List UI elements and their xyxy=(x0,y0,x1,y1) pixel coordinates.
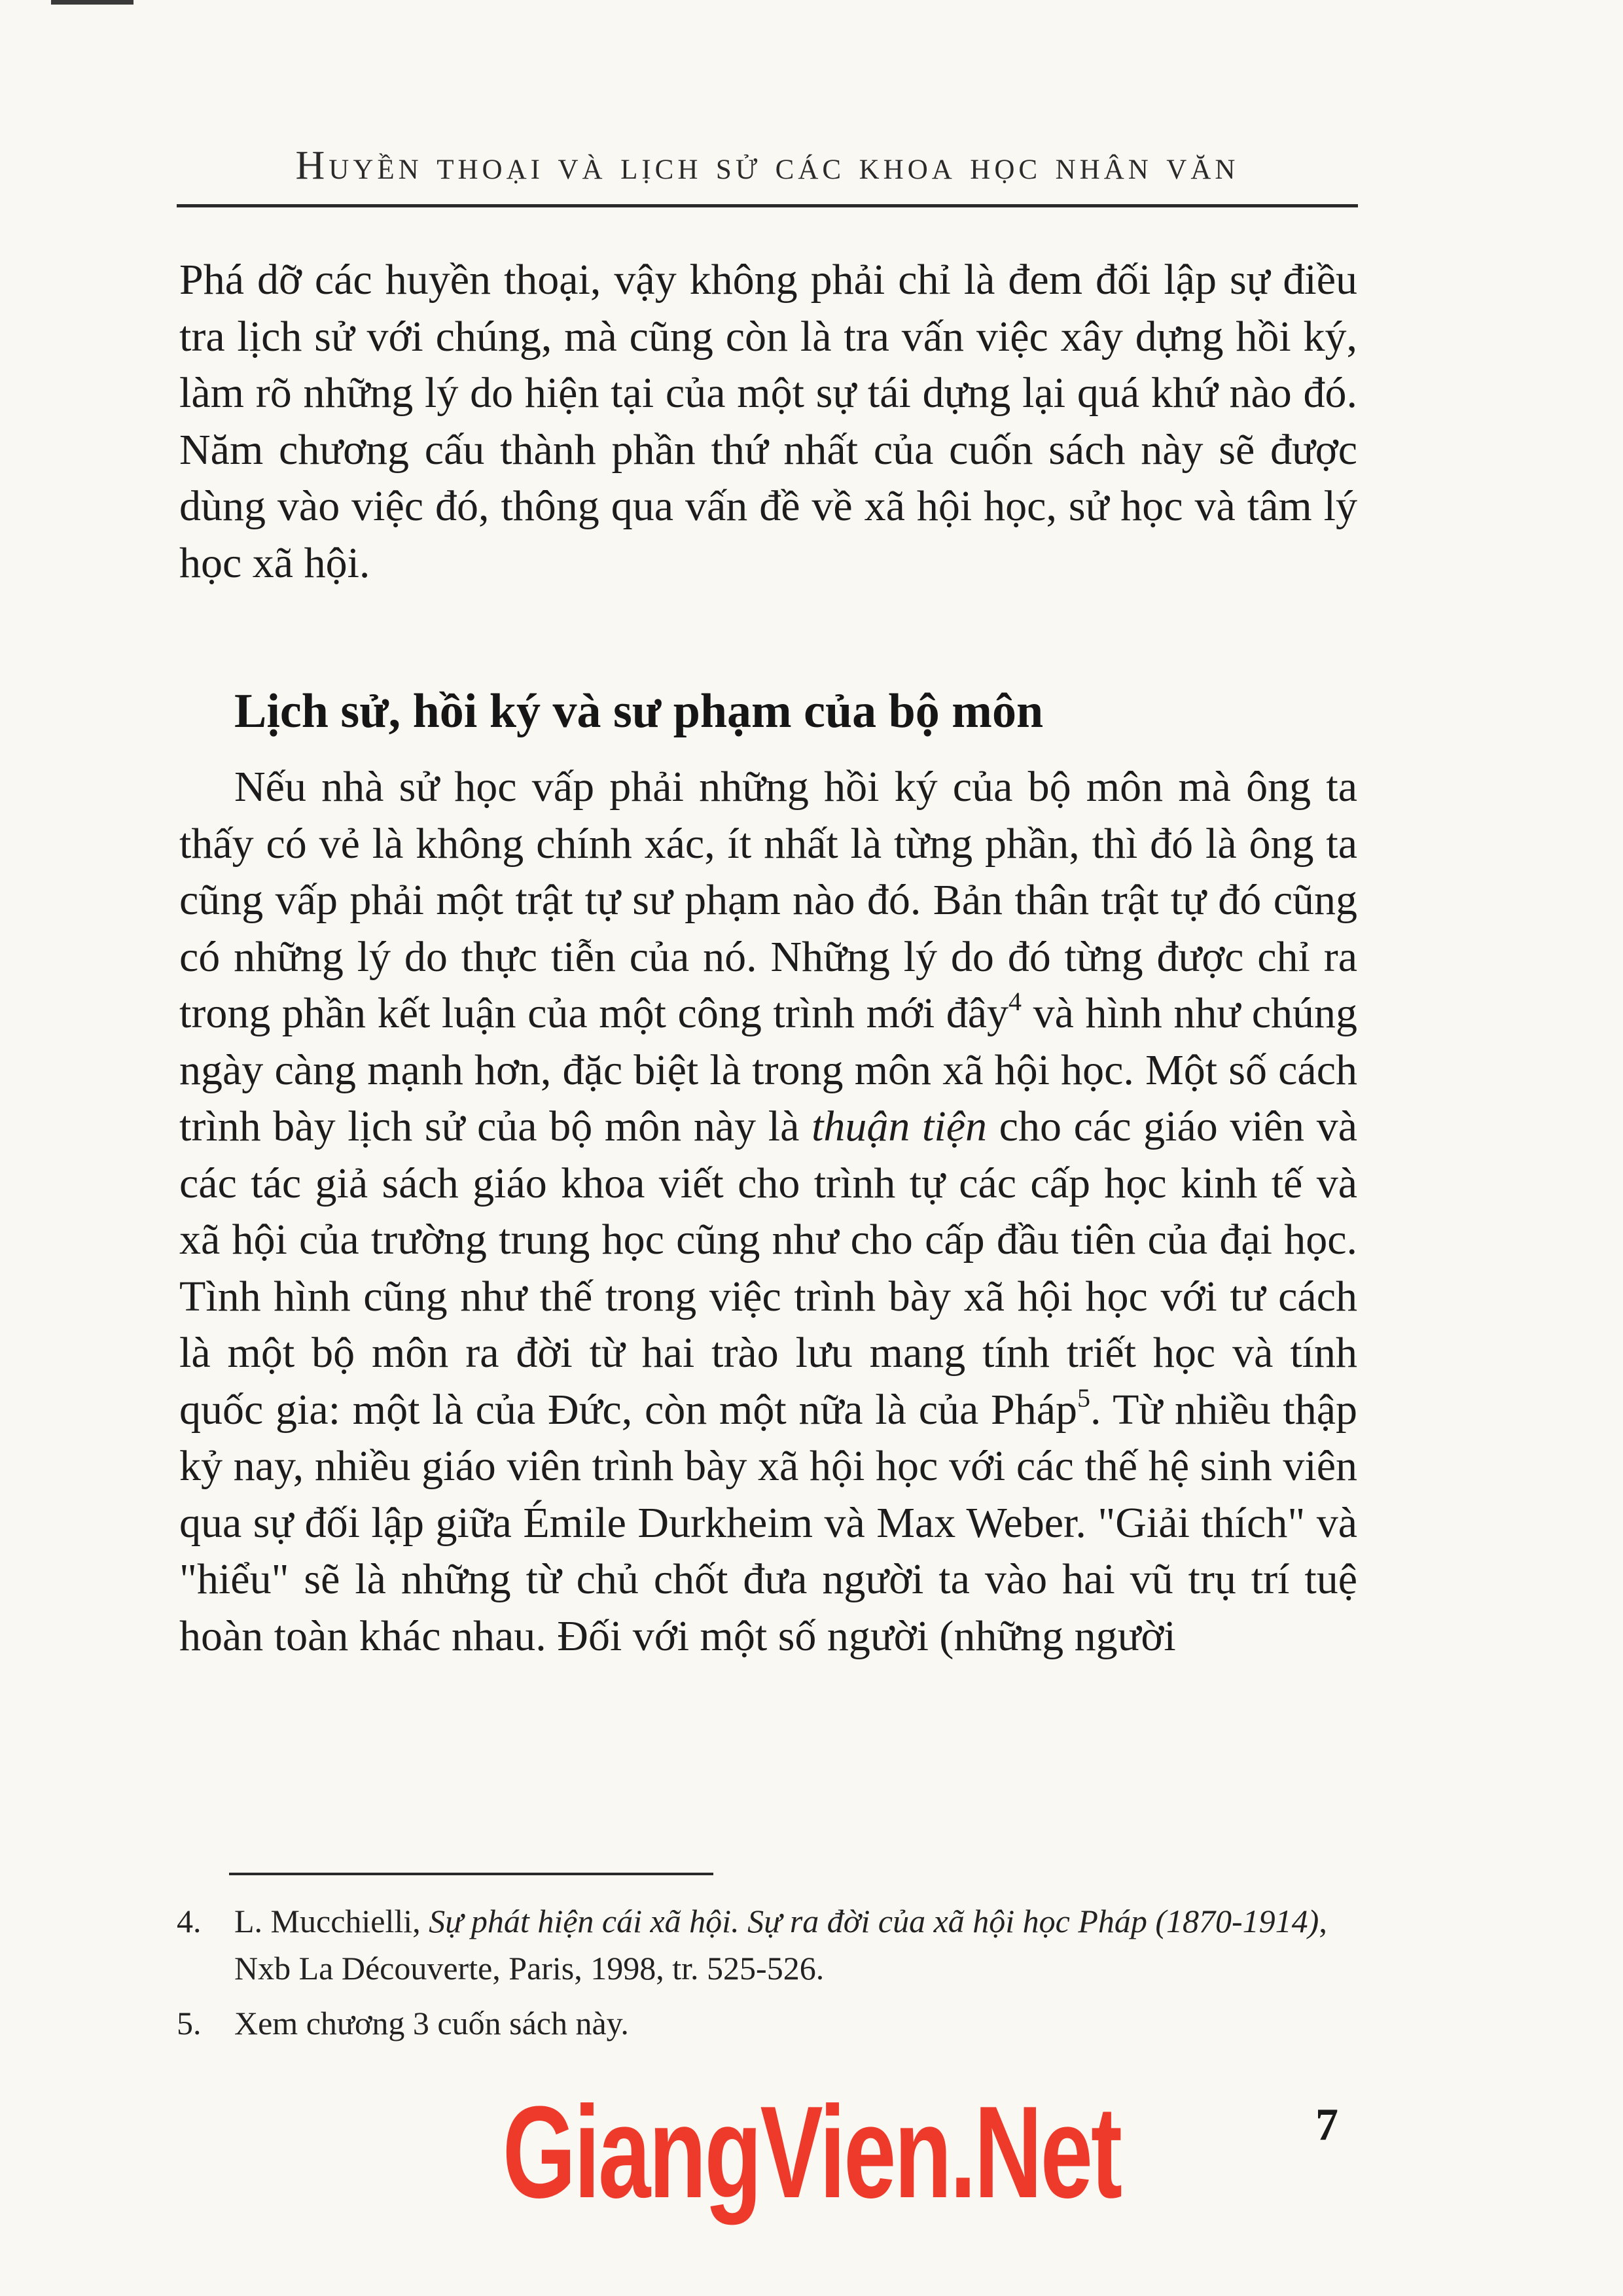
paragraph-2-part-4: . Từ nhiều thập kỷ nay, nhiều giáo viên trình bày xã hội học với các thế hệ sinh viên qua sự đối lập giữa Émile Durkheim và Max Weber. "Giải thích" và "hiểu" sẽ là những từ chủ chốt đưa người ta vào hai vũ trụ trí tuệ hoàn toàn khác nhau. Đối với một số người (những người xyxy=(179,1385,1357,1660)
footnote-body: Xem chương 3 cuốn sách này. xyxy=(234,2005,629,2041)
footnote-ref-4[interactable]: 4 xyxy=(1008,987,1022,1016)
footnote-4 xyxy=(177,1898,1359,1992)
footnote-number: 5. xyxy=(177,2005,202,2041)
watermark-logo: GiangVien.Net xyxy=(502,2079,1121,2225)
emphasis-text: thuận tiện xyxy=(812,1103,988,1150)
paragraph-2-part-1: Nếu nhà sử học vấp phải những hồi ký của bộ môn mà ông ta thấy có vẻ là không chính xác, ít nhất là từng phần, thì đó là ông ta cũng vấp phải một trật tự sư phạm nào đó. Bản thân trật tự đó cũng có những lý do thực tiễn của nó. Những lý do đó từng được chỉ ra trong phần kết luận của một công trình mới đây xyxy=(179,763,1357,1037)
corner-mark xyxy=(51,0,134,5)
footnote-ref-5[interactable]: 5 xyxy=(1077,1383,1091,1413)
footnote-rule xyxy=(229,1873,713,1875)
header-rule xyxy=(177,204,1358,207)
section-heading: Lịch sử, hồi ký và sư phạm của bộ môn xyxy=(234,684,1044,738)
page-number: 7 xyxy=(1315,2100,1338,2150)
paragraph-2 xyxy=(179,759,1357,1665)
footnotes xyxy=(177,1898,1359,2055)
paragraph-1: Phá dỡ các huyền thoại, vậy không phải chỉ là đem đối lập sự điều tra lịch sử với chúng, mà cũng còn là tra vấn việc xây dựng hồi ký, làm rõ những lý do hiện tại của một sự tái dựng lại quá khứ nào đó. Năm chương cấu thành phần thứ nhất của cuốn sách này sẽ được dùng vào việc đó, thông qua vấn đề về xã hội học, sử học và tâm lý học xã hội. xyxy=(179,256,1357,587)
paragraph-2-part-2: và hình như chúng ngày càng mạnh hơn, đặc biệt là trong môn xã hội học. Một số cách trình bày lịch sử của bộ môn này là xyxy=(179,989,1358,1150)
running-head: Huyền thoại và lịch sử các khoa học nhân văn xyxy=(295,143,1240,188)
footnote-author: L. Mucchielli, xyxy=(234,1903,429,1939)
footnote-number: 4. xyxy=(177,1903,202,1939)
footnote-title: Sự phát hiện cái xã hội. Sự ra đời của xã hội học Pháp (1870-1914) xyxy=(429,1903,1319,1939)
footnote-5 xyxy=(177,2000,1359,2047)
footnote-body xyxy=(234,1898,1359,1992)
paragraph-2-part-3: cho các giáo viên và các tác giả sách giáo khoa viết cho trình tự các cấp học kinh tế và xã hội của trường trung học cũng như cho cấp đầu tiên của đại học. Tình hình cũng như thế trong việc trình bày xã hội học với tư cách là một bộ môn ra đời từ hai trào lưu mang tính triết học và tính quốc gia: một là của Đức, còn một nữa là của Pháp xyxy=(179,1103,1357,1434)
footnote-publication: , Nxb La Découverte, Paris, 1998, tr. 525-526. xyxy=(234,1903,1327,1987)
